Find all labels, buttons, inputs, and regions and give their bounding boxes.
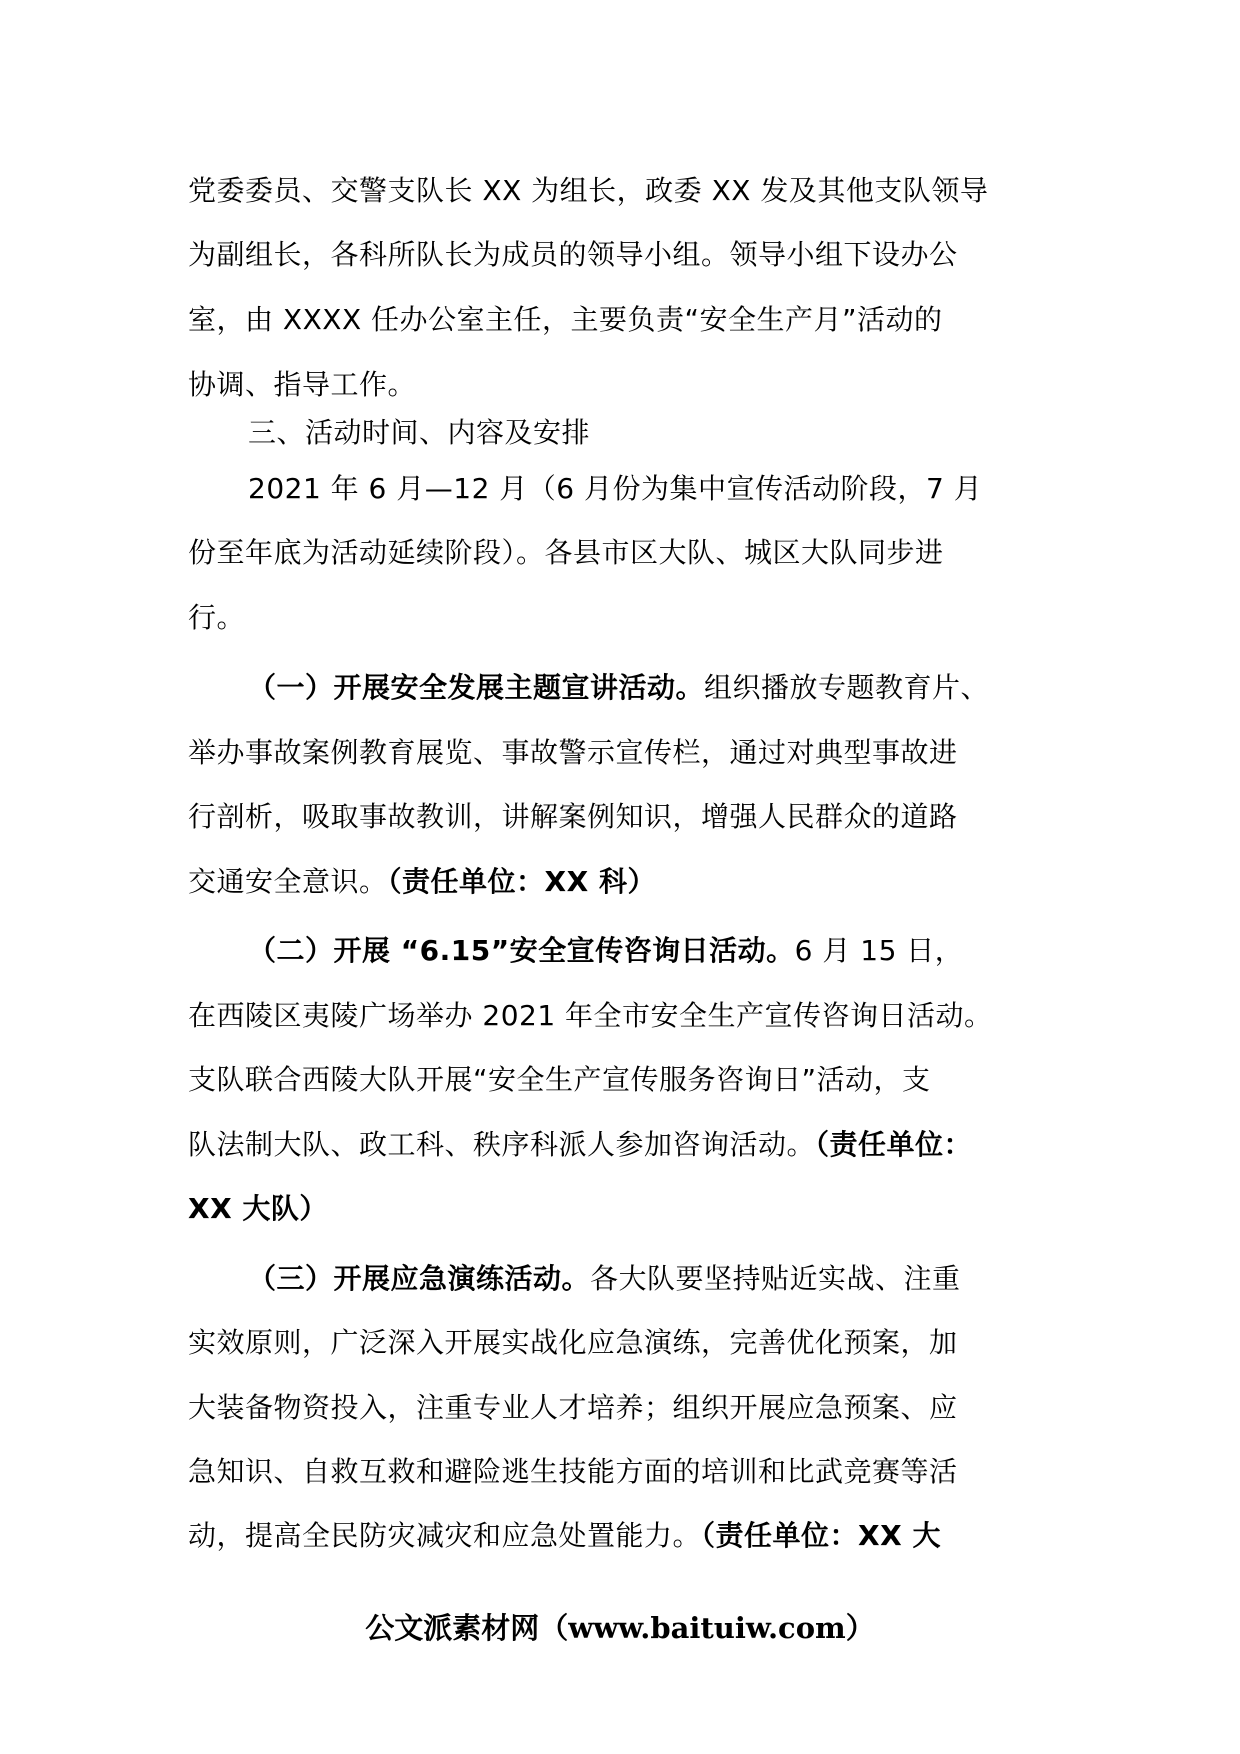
text-segment: 动，提高全民防灾减灾和应急处置能力。: [188, 1519, 702, 1552]
text-line: [188, 797, 958, 837]
bold-text-segment: （三）开展应急演练活动。: [248, 1262, 591, 1295]
text-line: [248, 413, 590, 453]
text-segment: 支队联合西陵大队开展“安全生产宣传服务咨询日”活动，支: [188, 1063, 931, 1096]
bold-text-segment: （责任单位：: [815, 1128, 973, 1161]
text-segment: 在西陵区夷陵广场举办 2021 年全市安全生产宣传咨询日活动。: [188, 999, 993, 1032]
text-line: [188, 300, 943, 340]
text-line: [188, 533, 944, 573]
text-line: [188, 1323, 958, 1363]
page-footer-watermark: 公文派素材网（www.baituiw.com）: [365, 1611, 875, 1645]
text-segment: 交通安全意识。: [188, 865, 388, 898]
text-segment: 6 月 15 日，: [794, 934, 964, 967]
text-line: [188, 996, 993, 1036]
text-segment: 党委委员、交警支队长 XX 为组长，政委 XX 发及其他支队领导: [188, 174, 989, 207]
text-segment: 为副组长，各科所队长为成员的领导小组。领导小组下设办公: [188, 238, 958, 271]
text-segment: 组织播放专题教育片、: [704, 671, 990, 704]
text-line: [188, 365, 416, 405]
text-line: [248, 469, 982, 509]
text-segment: 队法制大队、政工科、秩序科派人参加咨询活动。: [188, 1128, 816, 1161]
text-segment: 大装备物资投入，注重专业人才培养；组织开展应急预案、应: [188, 1391, 958, 1424]
text-segment: 举办事故案例教育展览、事故警示宣传栏，通过对典型事故进: [188, 736, 958, 769]
text-segment: 各大队要坚持贴近实战、注重: [590, 1262, 961, 1295]
text-line: [188, 1060, 931, 1100]
bold-text-segment: （责任单位：XX 大: [701, 1519, 941, 1552]
text-line: [188, 1516, 941, 1556]
bold-text-segment: （二）开展 “6.15”安全宣传咨询日活动。: [248, 934, 795, 967]
text-line: [188, 862, 656, 902]
bold-text-segment: （责任单位：XX 科）: [387, 865, 656, 898]
text-line: [188, 171, 988, 211]
text-line: [188, 598, 245, 638]
text-segment: 急知识、自救互救和避险逃生技能方面的培训和比武竞赛等活: [188, 1455, 958, 1488]
bold-text-segment: XX 大队）: [188, 1192, 328, 1225]
text-segment: 三、活动时间、内容及安排: [248, 416, 591, 449]
text-line: [188, 1388, 958, 1428]
text-line: [188, 1452, 958, 1492]
text-segment: 2021 年 6 月—12 月（6 月份为集中宣传活动阶段，7 月: [248, 472, 983, 505]
bold-text-segment: （一）开展安全发展主题宣讲活动。: [248, 671, 705, 704]
text-line: [248, 931, 963, 971]
text-line: [248, 668, 989, 708]
text-line: [188, 1125, 972, 1165]
text-segment: 协调、指导工作。: [188, 368, 417, 401]
text-segment: 行剖析，吸取事故教训，讲解案例知识，增强人民群众的道路: [188, 800, 958, 833]
text-line: [248, 1259, 961, 1299]
text-segment: 行。: [188, 601, 246, 634]
text-segment: 室，由 XXXX 任办公室主任，主要负责“安全生产月”活动的: [188, 303, 943, 336]
text-segment: 实效原则，广泛深入开展实战化应急演练，完善优化预案，加: [188, 1326, 958, 1359]
text-segment: 份至年底为活动延续阶段）。各县市区大队、城区大队同步进: [188, 536, 944, 569]
text-line: [188, 1189, 328, 1229]
text-line: [188, 235, 958, 275]
text-line: [188, 733, 958, 773]
